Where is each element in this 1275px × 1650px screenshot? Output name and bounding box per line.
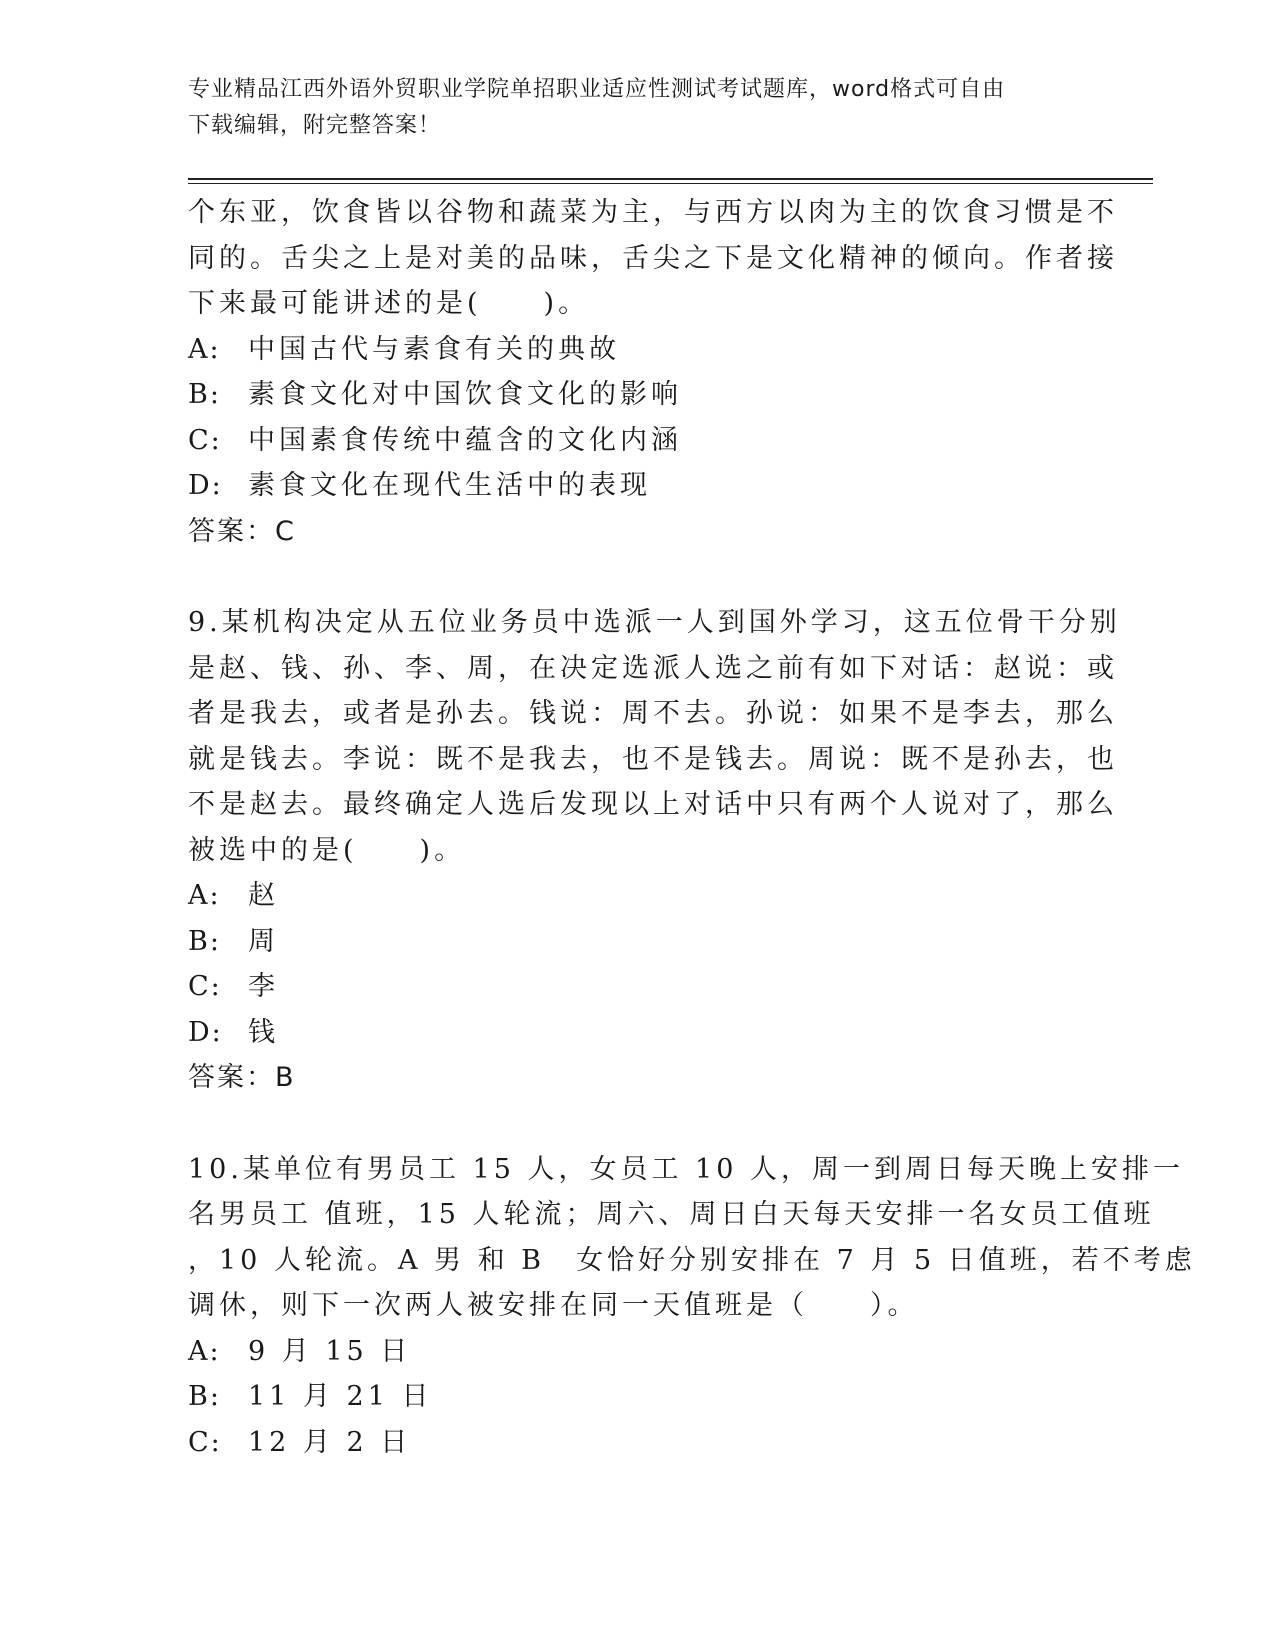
option-b	[188, 1374, 1093, 1420]
option-c	[188, 1420, 1093, 1466]
option-b	[188, 372, 1093, 418]
document-body	[188, 190, 1196, 1465]
header-rule-thick	[188, 178, 1153, 180]
option-a	[188, 327, 1093, 373]
option-c	[188, 964, 1093, 1010]
question-text-line: 就是钱去。李说：既不是我去，也不是钱去。周说：既不是孙去，也	[188, 743, 1118, 775]
option-key: B:	[188, 1381, 221, 1412]
question-text-line: 个东亚，饮食皆以谷物和蔬菜为主，与西方以肉为主的饮食习惯是不	[188, 197, 1118, 228]
option-key: D:	[188, 470, 223, 501]
header-line-1: 专业精品江西外语外贸职业学院单招职业适应性测试考试题库，word格式可自由	[188, 77, 1006, 102]
header-rule-thin	[188, 183, 1153, 184]
option-a	[188, 873, 1093, 919]
question-text-line: 被选中的是( )。	[188, 834, 466, 866]
question-text-line: ，10 人轮流。A 男 和 B 女恰好分别安排在 7 月 5 日值班，若不考虑	[188, 1244, 1196, 1276]
option-key: C:	[188, 424, 222, 456]
question-8	[188, 190, 1118, 554]
option-text: 李	[248, 971, 279, 1002]
question-10	[188, 1147, 1196, 1466]
option-text: 赵	[248, 880, 279, 911]
document-header	[188, 72, 1088, 144]
option-text: 12 月 2 日	[248, 1426, 412, 1458]
option-key: A:	[188, 880, 221, 911]
option-key: C:	[188, 1426, 222, 1458]
option-key: C:	[188, 971, 222, 1002]
question-text-line: 调休，则下一次两人被安排在同一天值班是（ ）。	[188, 1290, 919, 1321]
option-text: 中国古代与素食有关的典故	[248, 333, 620, 365]
option-key: B:	[188, 379, 221, 410]
option-key: D:	[188, 1016, 223, 1048]
option-text: 9 月 15 日	[248, 1335, 412, 1367]
question-text-line: 者是我去，或者是孙去。钱说：周不去。孙说：如果不是李去，那么	[188, 698, 1118, 729]
option-text: 周	[248, 925, 279, 957]
answer-label: 答案：C	[188, 515, 296, 547]
option-text: 中国素食传统中蕴含的文化内涵	[248, 424, 682, 456]
option-a	[188, 1329, 1093, 1375]
option-c	[188, 418, 1093, 464]
option-text: 11 月 21 日	[248, 1381, 433, 1412]
question-9	[188, 600, 1121, 1101]
question-text-line: 同的。舌尖之上是对美的品味，舌尖之下是文化精神的倾向。作者接	[188, 242, 1118, 274]
option-key: A:	[188, 1335, 221, 1367]
question-text-line: 是赵、钱、孙、李、周，在决定选派人选之前有如下对话：赵说：或	[188, 652, 1118, 684]
option-d	[188, 463, 1093, 509]
question-text-line: 下来最可能讲述的是( )。	[188, 288, 590, 319]
option-key: A:	[188, 333, 221, 365]
question-text-line: 10.某单位有男员工 15 人，女员工 10 人，周一到周日每天晚上安排一	[188, 1153, 1184, 1185]
option-key: B:	[188, 925, 221, 957]
option-b	[188, 919, 1093, 965]
option-text: 素食文化在现代生活中的表现	[248, 470, 651, 501]
option-text: 素食文化对中国饮食文化的影响	[248, 379, 682, 410]
option-d	[188, 1010, 1093, 1056]
option-text: 钱	[248, 1016, 279, 1048]
question-text-line: 名男员工 值班，15 人轮流；周六、周日白天每天安排一名女员工值班	[188, 1199, 1155, 1230]
answer-label: 答案：B	[188, 1062, 296, 1093]
question-text-line: 9.某机构决定从五位业务员中选派一人到国外学习，这五位骨干分别	[188, 607, 1121, 638]
question-text-line: 不是赵去。最终确定人选后发现以上对话中只有两个人说对了，那么	[188, 789, 1118, 820]
header-line-2: 下载编辑，附完整答案！	[188, 113, 442, 138]
